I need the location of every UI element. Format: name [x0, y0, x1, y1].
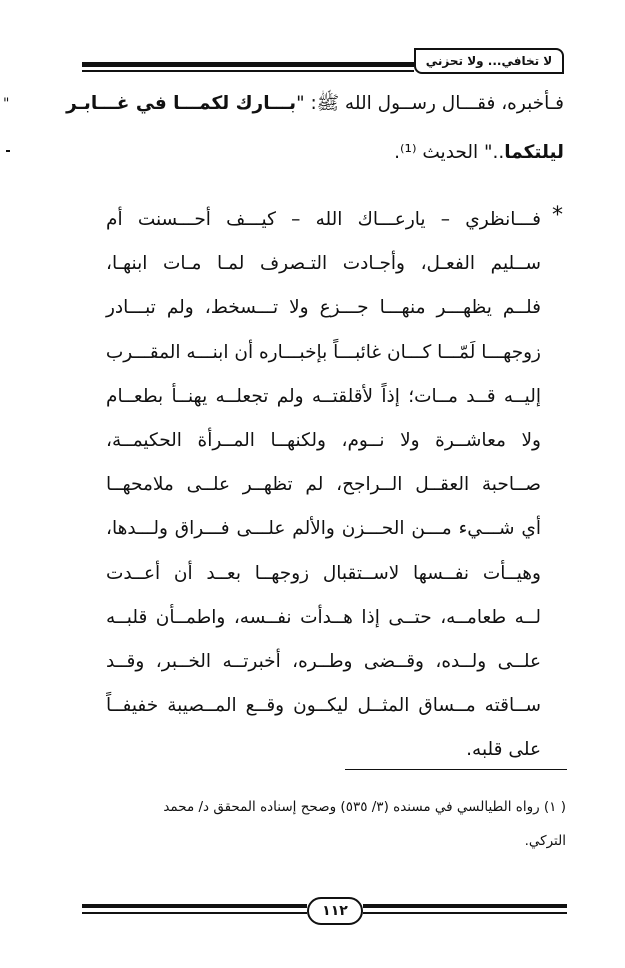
- paragraph-2-line: وهيــأت نفــسها لاســتقبال زوجهــا بعــد أن أعــدت: [106, 562, 541, 584]
- footnote-separator: [345, 769, 567, 770]
- hadith-quote-bold: بـــارك لكمـــا في غـــابـر: [66, 93, 297, 114]
- footer-rule-right-thin: [363, 912, 567, 914]
- margin-mark: ": [3, 96, 10, 112]
- paragraph-2-line: فلــم يظهـــر منهـــا جـــزع ولا تـــسخط، ولم تبـــادر: [106, 297, 541, 319]
- paragraph-2-line-last: على قلبه.: [466, 739, 541, 761]
- footnote-line-2: التركي.: [524, 833, 566, 849]
- hadith-quote-bold-end: ليلتكما: [504, 141, 564, 163]
- footnote-line-1: ( ١) رواه الطيالسي في مسنده (٣/ ٥٣٥) وصحح إسناده المحقق د/ محمد: [163, 799, 566, 815]
- paragraph-2-line: لــه طعامــه، حتــى إذا هــدأت نفــسه، واطمــأن قلبــه: [106, 606, 541, 628]
- paragraph-1-line-2-plain: .." الحديث ⁽¹⁾.: [394, 141, 505, 163]
- margin-dot: [6, 150, 10, 152]
- paragraph-2-line: زوجهـــا لَمّـــا كـــان غائبـــاً بإخبـــاره أن ابنـــه المقـــرب: [105, 341, 541, 363]
- paragraph-2-line: صــاحبة العقــل الــراجح، لم تظهــر علــى ملامحهــا: [106, 474, 541, 496]
- bullet-star: *: [552, 203, 563, 228]
- paragraph-2-line: فـــانظري – يارعـــاك الله – كيـــف أحـــسنت أم: [106, 209, 541, 230]
- header-rule-thin: [82, 70, 414, 72]
- paragraph-2-line: أي شـــيء مـــن الحـــزن والألم علـــى فـــراق ولـــدها،: [106, 518, 541, 540]
- footer-rule-left-thin: [82, 912, 307, 914]
- paragraph-1-line-2: [106, 129, 564, 178]
- paragraph-2-line: إليــه قــد مــات؛ إذاً لأقلقتــه ولم تجعلــه يهنــأ بطعــام: [106, 385, 541, 407]
- paragraph-1: [66, 80, 564, 177]
- paragraph-2-line: علــى ولــده، وقــضى وطــره، أخبرتــه الخــبر، وقــد: [106, 650, 541, 672]
- paragraph-1-line-1: [66, 80, 564, 129]
- paragraph-2: [106, 198, 541, 772]
- paragraph-1-line-1-plain: فـأخبره، فقـــال رســول الله ﷺ: ": [296, 93, 564, 114]
- footnote: [106, 790, 566, 858]
- paragraph-2-line: ســليم الفعـل، وأجـادت التـصرف لمـا مـات ابنهـا،: [106, 253, 541, 275]
- running-title: لا تخافي... ولا تحزني: [414, 48, 564, 74]
- footer-rule-left-thick: [82, 904, 307, 908]
- paragraph-2-line: ولا معاشــرة ولا نــوم، ولكنهــا المــرأة الحكيمــة،: [106, 429, 541, 451]
- header-rule-thick: [82, 62, 414, 67]
- paragraph-2-line: ســاقته مــساق المثــل ليكــون وقــع المــصيبة خفيفــاً: [106, 695, 541, 717]
- footer-rule-right-thick: [363, 904, 567, 908]
- page-number: ١١٢: [307, 897, 363, 925]
